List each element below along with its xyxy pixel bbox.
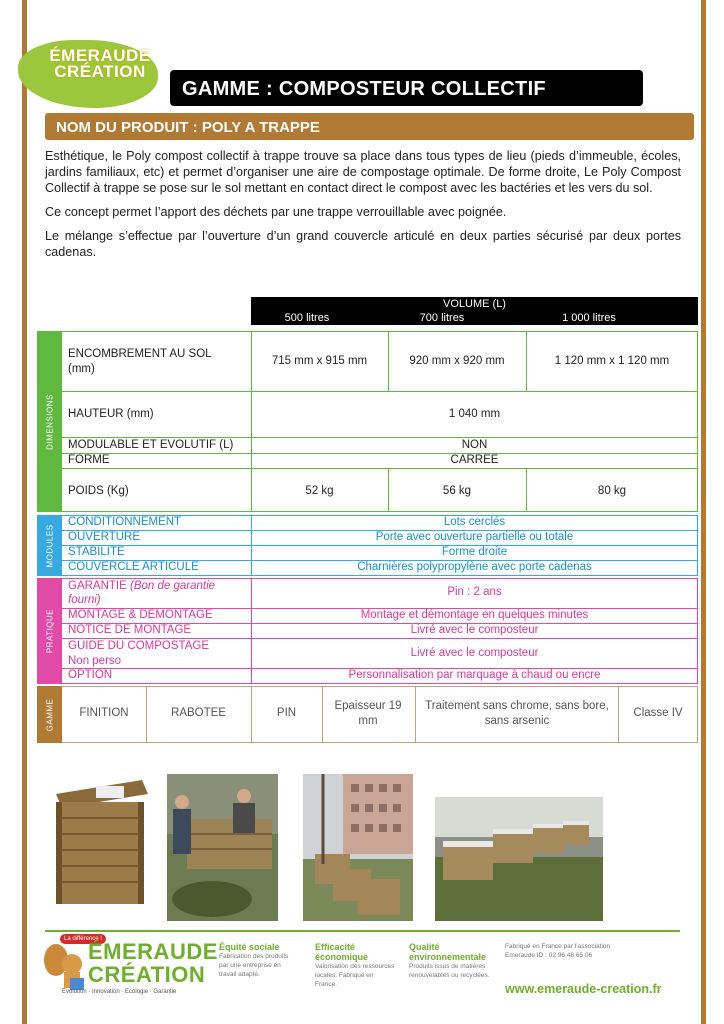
gamme-traitement: Traitement sans chrome, sans bore, sans arsenic bbox=[425, 700, 609, 727]
footer-col-economic-title: Efficacité économique bbox=[315, 942, 369, 962]
footer-logo bbox=[88, 940, 218, 986]
footer-divider bbox=[45, 930, 680, 932]
section-band-gamme bbox=[37, 686, 62, 743]
volume-header bbox=[251, 297, 698, 325]
volume-1000: 1 000 litres bbox=[562, 312, 616, 324]
street-photo bbox=[303, 774, 413, 921]
garantie-label-text: GARANTIE bbox=[68, 580, 127, 592]
footer-col-economic bbox=[315, 942, 395, 989]
page-title: GAMME : COMPOSTEUR COLLECTIF bbox=[182, 78, 546, 100]
description-paragraph: Esthétique, le Poly compost collectif à trappe trouve sa place dans tous types de lieu (pieds d’immeuble, écoles, jardins familiaux, etc) et permet d’organiser une aire de compostage optimale. De forme droite, Le Poly Compost Collectif à trappe se pose sur le sol mettant en contact direct le compost avec les bactéries et les vers du sol. bbox=[45, 149, 681, 195]
logo-line1: ÉMERAUDE bbox=[49, 46, 151, 65]
ouverture-value: Porte avec ouverture partielle ou totale bbox=[375, 531, 574, 543]
footer-website-link[interactable]: www.emeraude-creation.fr bbox=[505, 982, 662, 996]
brand-logo bbox=[40, 48, 160, 80]
section-label-gamme: GAMME bbox=[45, 698, 54, 731]
gamme-rabotee: RABOTEE bbox=[171, 707, 226, 719]
section-band-dimensions bbox=[37, 331, 62, 512]
couvercle-label: COUVERCLE ARTICULE bbox=[68, 561, 199, 573]
footer-col-social-title: Équité sociale bbox=[219, 942, 280, 952]
footer-col-environment bbox=[409, 942, 493, 980]
encombrement-label: ENCOMBREMENT AU SOL (mm) bbox=[68, 348, 212, 375]
modules-table bbox=[62, 515, 698, 576]
product-photo bbox=[48, 772, 150, 908]
gamme-epaisseur: Epaisseur 19 mm bbox=[334, 700, 402, 727]
poids-500: 52 kg bbox=[305, 485, 334, 497]
guide-label bbox=[68, 639, 209, 669]
description-paragraph: Le mélange s’effectue par l’ouverture d’un grand couvercle articulé en deux parties sécurisé par deux portes cadenas. bbox=[45, 229, 681, 259]
option-label: OPTION bbox=[68, 669, 113, 681]
guide-sub: Non perso bbox=[68, 655, 122, 667]
stabilite-value: Forme droite bbox=[441, 546, 508, 558]
poids-label: POIDS (Kg) bbox=[68, 485, 129, 497]
footer-tagline: Evolution · Innovation · Ecologie · Garantie bbox=[62, 989, 177, 995]
gamme-classe: Classe IV bbox=[633, 707, 683, 719]
stabilite-label: STABILITE bbox=[68, 546, 125, 558]
footer-logo-line1: ÉMERAUDE bbox=[88, 939, 218, 964]
option-value: Personnalisation par marquage à chaud ou encre bbox=[348, 669, 601, 681]
left-border bbox=[22, 0, 27, 1024]
guide-label-text: GUIDE DU COMPOSTAGE bbox=[68, 640, 209, 652]
section-band-modules bbox=[37, 515, 62, 576]
guide-value: Livré avec le composteur bbox=[410, 647, 539, 659]
section-label-pratique: PRATIQUE bbox=[45, 608, 54, 654]
volume-title: VOLUME (L) bbox=[443, 298, 506, 310]
footer-col-social bbox=[219, 942, 299, 979]
footer-col-environment-text: Produits issus de matières renouvelables ou recyclées. bbox=[409, 963, 490, 979]
garantie-note: (Bon de garantie fourni) bbox=[68, 580, 216, 606]
hauteur-value: 1 040 mm bbox=[448, 408, 501, 420]
description bbox=[45, 148, 681, 268]
footer-logo-line2: CRÉATION bbox=[88, 962, 206, 987]
couvercle-value: Charnières polypropylène avec porte cadenas bbox=[357, 561, 592, 573]
conditionnement-value: Lots cerclés bbox=[443, 516, 506, 528]
gamme-finition: FINITION bbox=[79, 707, 129, 719]
right-border bbox=[701, 0, 706, 1024]
ouverture-label: OUVERTURE bbox=[68, 531, 140, 543]
footer-col-economic-text: Valorisation des ressources locales. Fabriqué en France. bbox=[315, 963, 395, 988]
encombrement-1000: 1 120 mm x 1 120 mm bbox=[554, 355, 670, 367]
gamme-table bbox=[62, 686, 698, 743]
squirrel-icon bbox=[42, 936, 88, 992]
volume-500: 500 litres bbox=[284, 312, 330, 324]
montage-value: Montage et démontage en quelques minutes bbox=[360, 609, 589, 621]
hauteur-label: HAUTEUR (mm) bbox=[68, 408, 154, 420]
section-label-dimensions: DIMENSIONS bbox=[45, 393, 54, 450]
footer-badge: La différence ! bbox=[60, 934, 106, 944]
description-paragraph: Ce concept permet l’apport des déchets par une trappe verrouillable avec poignée. bbox=[45, 205, 507, 219]
montage-label: MONTAGE & DEMONTAGE bbox=[68, 609, 213, 621]
encombrement-700: 920 mm x 920 mm bbox=[409, 355, 505, 367]
modulable-label: MODULABLE ET EVOLUTIF (L) bbox=[68, 439, 234, 451]
people-photo bbox=[167, 774, 278, 921]
conditionnement-label: CONDITIONNEMENT bbox=[68, 516, 182, 528]
forme-label: FORME bbox=[68, 454, 110, 466]
gamme-pin: PIN bbox=[276, 707, 297, 719]
forme-value: CARREE bbox=[450, 454, 499, 466]
section-band-pratique bbox=[37, 578, 62, 684]
installation-photo bbox=[435, 797, 603, 921]
encombrement-500: 715 mm x 915 mm bbox=[271, 355, 368, 367]
dimensions-table bbox=[62, 331, 698, 512]
footer-col-contact-text: Fabriqué en France par l’association Emeraude ID : 02 96 48 65 06 bbox=[505, 943, 611, 959]
product-name: NOM DU PRODUIT : POLY A TRAPPE bbox=[56, 119, 320, 136]
modulable-value: NON bbox=[461, 439, 488, 451]
pratique-table bbox=[62, 578, 698, 684]
garantie-value: Pin : 2 ans bbox=[447, 586, 502, 598]
notice-label: NOTICE DE MONTAGE bbox=[68, 624, 192, 636]
notice-value: Livré avec le composteur bbox=[410, 624, 539, 636]
footer-col-environment-title: Qualité environnementale bbox=[409, 942, 487, 962]
garantie-label bbox=[68, 579, 248, 607]
poids-700: 56 kg bbox=[442, 485, 472, 497]
volume-700: 700 litres bbox=[419, 312, 465, 324]
footer-col-contact bbox=[505, 942, 635, 960]
poids-1000: 80 kg bbox=[597, 485, 627, 497]
logo-line2: CRÉATION bbox=[54, 62, 146, 81]
footer-col-social-text: Fabrication des produits par une entreprise en travail adapté. bbox=[219, 953, 289, 978]
section-label-modules: MODULES bbox=[45, 523, 54, 568]
